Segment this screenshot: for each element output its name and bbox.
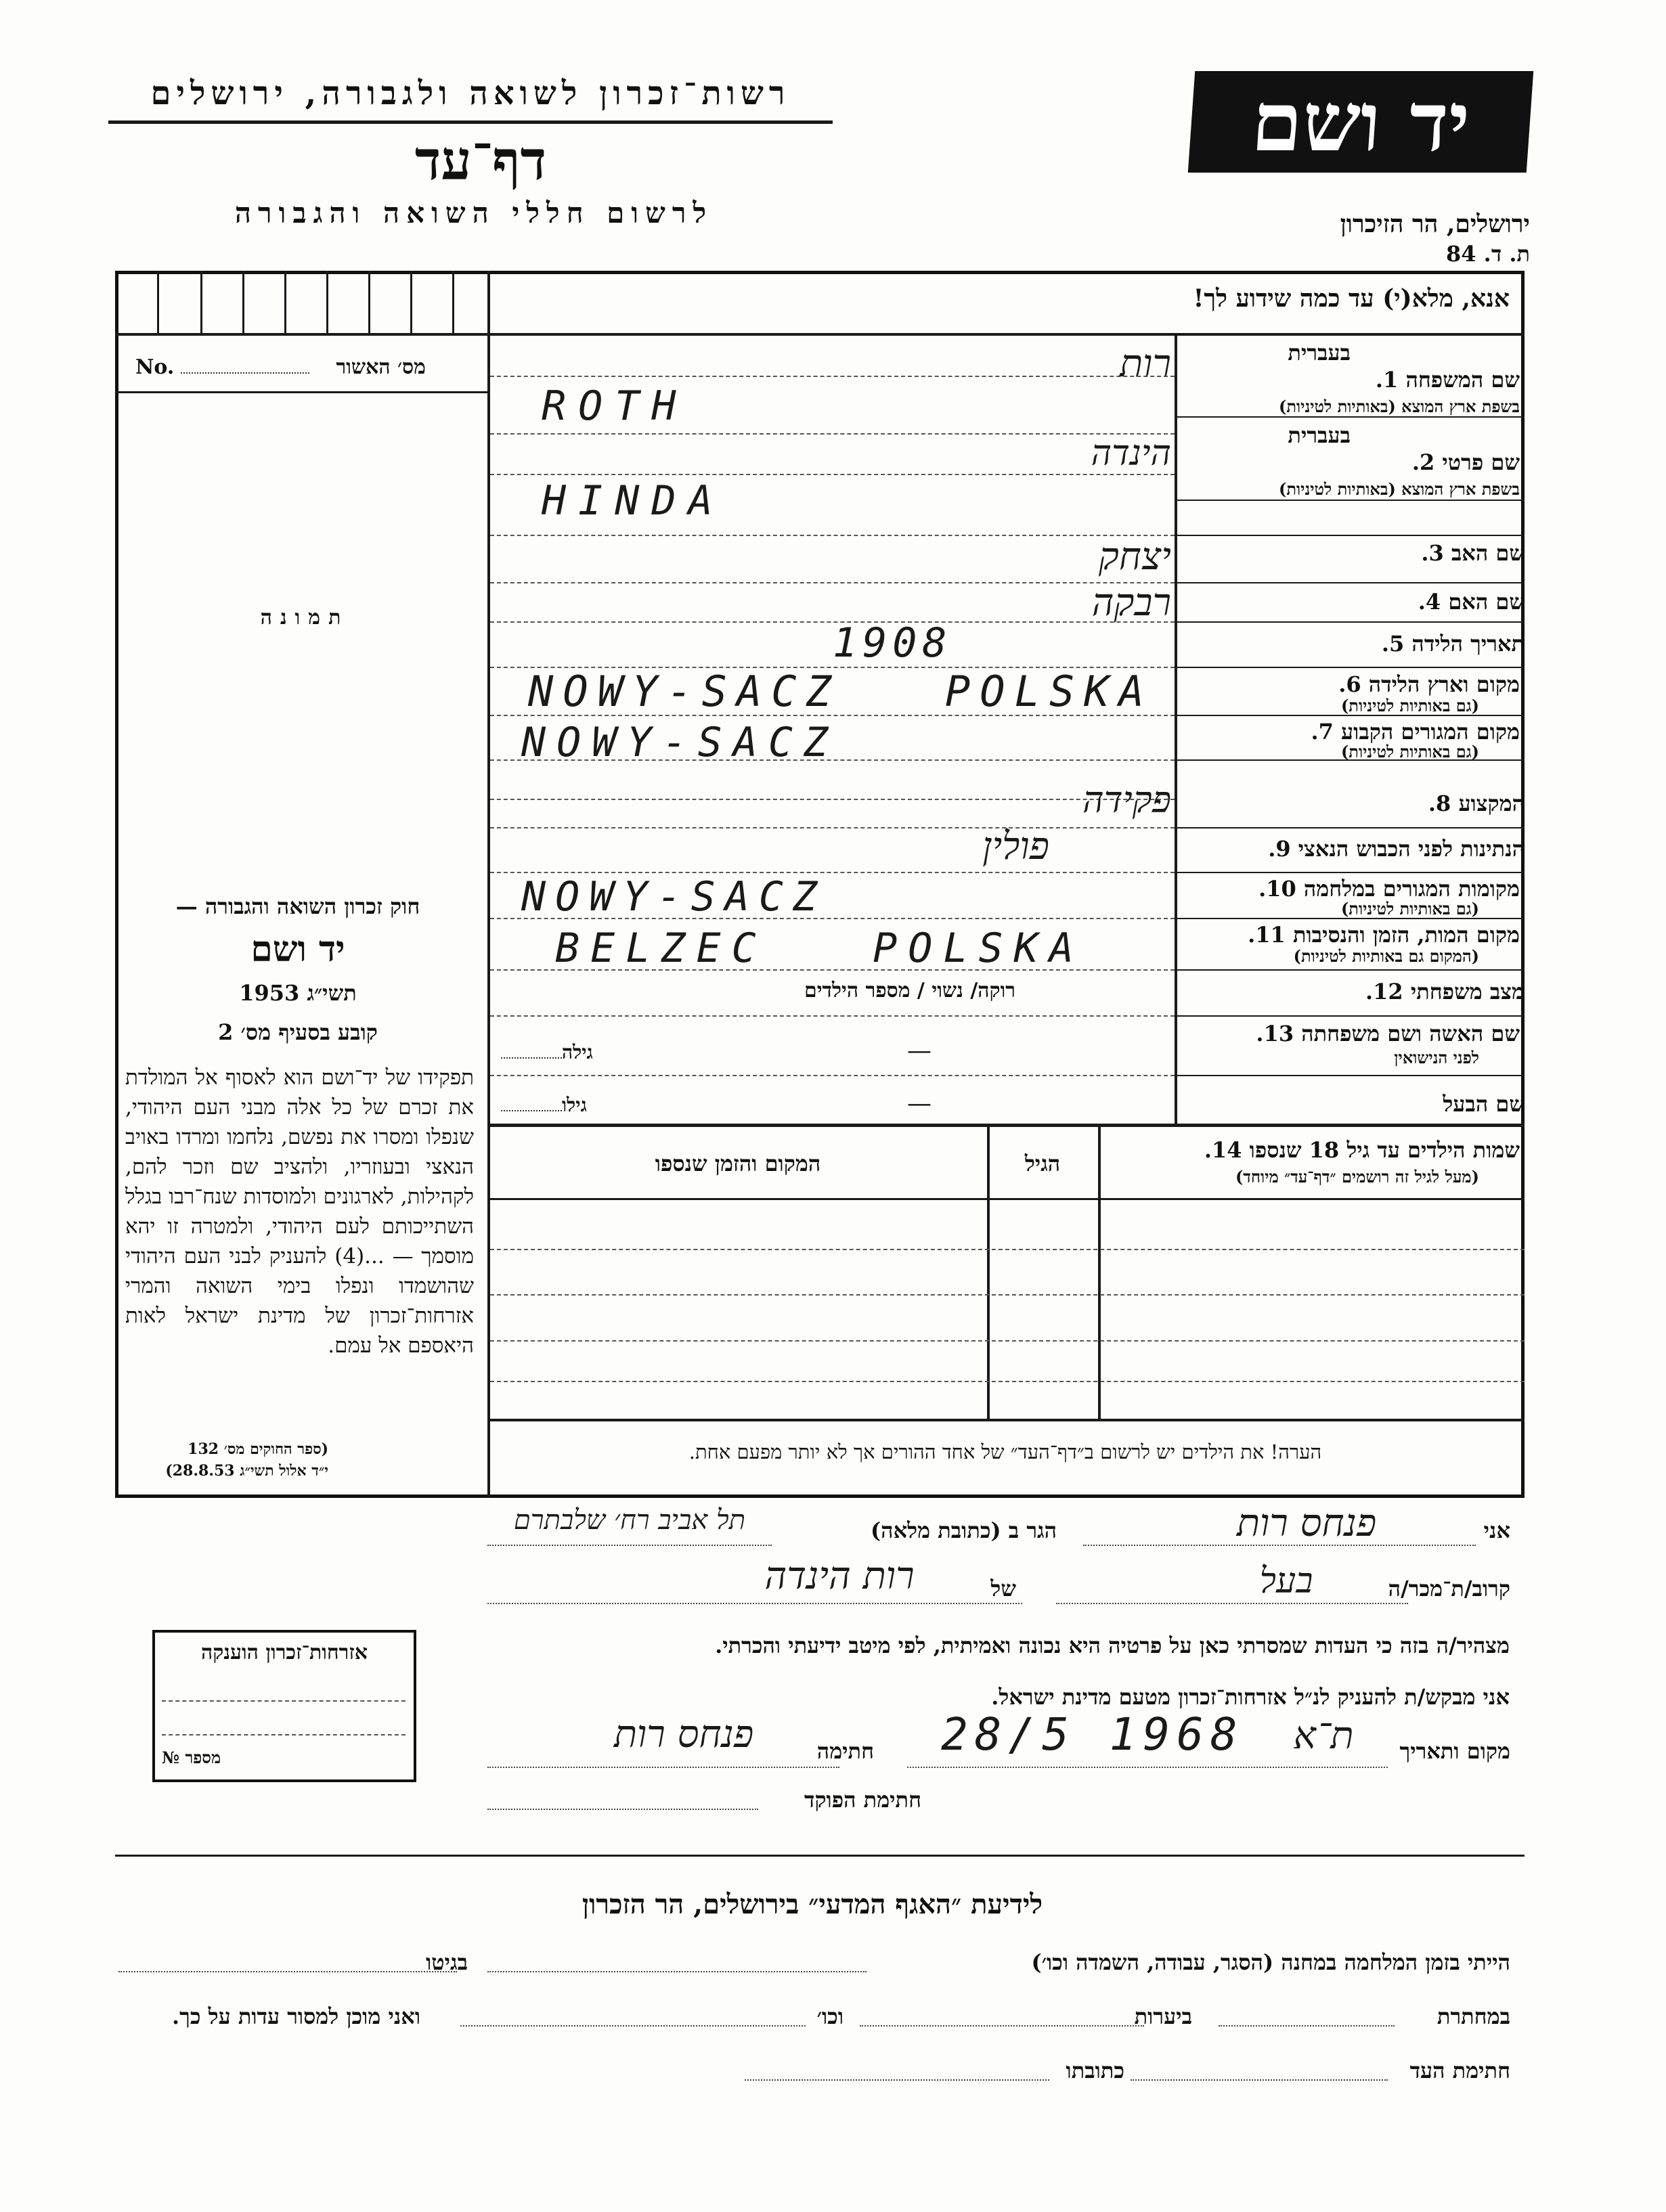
date-value[interactable]: 28/5 1968 — [941, 1708, 1244, 1761]
form-title: דף־עד — [414, 129, 547, 192]
field-7-value[interactable]: NOWY-SACZ — [521, 719, 839, 766]
field-6-number: 6. — [1338, 671, 1361, 697]
field-13-wife-name — [1181, 1021, 1520, 1075]
field-2-label: שם פרטי — [1442, 449, 1520, 475]
approval-no-label[interactable]: מס׳ האשור — [336, 355, 426, 379]
husband-name-label: שם הבעל — [1443, 1091, 1525, 1117]
field-7-note: (גם באותיות לטיניות) — [1340, 742, 1479, 761]
citizenship-box-number[interactable]: מספר № — [162, 1748, 221, 1767]
field-8-number: 8. — [1428, 791, 1451, 816]
yad-vashem-logo — [1188, 71, 1533, 173]
bottom-etc-label: וכו׳ — [816, 2004, 843, 2029]
field-12-label: מצב משפחתי — [1410, 979, 1525, 1004]
field-2-first-name — [1181, 421, 1520, 499]
law-clause: קובע בסעיף מס׳ 2 — [218, 1019, 378, 1045]
field-3-father-name — [1421, 540, 1525, 566]
law-title: חוק זכרון השואה והגבורה — — [175, 893, 420, 919]
field-3-value[interactable]: יצחק — [1098, 535, 1171, 579]
place-date-label: מקום ותאריך — [1399, 1738, 1510, 1764]
field-10-wartime-residence — [1181, 876, 1520, 918]
field-11-death-place — [1181, 922, 1520, 968]
relation-value[interactable]: בעל — [1259, 1561, 1313, 1601]
relation-label: קרוב/ת־מכר/ה — [1388, 1576, 1510, 1601]
field-10-number: 10. — [1258, 876, 1296, 902]
form-subtitle: לרשום חללי השואה והגבורה — [234, 196, 714, 229]
field-2-latin-note: בשפת ארץ המוצא (באותיות לטיניות) — [1279, 479, 1520, 499]
law-year: תשי״ג 1953 — [239, 980, 357, 1006]
approval-no — [135, 355, 474, 379]
field-13-number: 13. — [1256, 1021, 1294, 1046]
law-reference-2: י״ד אלול תשי״ג 28.8.53) — [165, 1462, 328, 1480]
field-3-label: שם האב — [1451, 540, 1525, 566]
field-4-label: שם האם — [1448, 589, 1525, 615]
officer-signature-label: חתימת הפוקד — [804, 1787, 921, 1813]
request-text: אני מבקש/ת להעניק לנ״ל אזרחות־זכרון מטעם מדינת ישראל. — [991, 1684, 1510, 1710]
law-name: יד ושם — [250, 929, 345, 970]
field-10-label: מקומות המגורים במלחמה — [1303, 876, 1520, 902]
husband-value[interactable]: — — [907, 1090, 931, 1118]
field-1-value-latin[interactable]: ROTH — [542, 382, 688, 430]
field-14-number: 14. — [1204, 1137, 1242, 1163]
field-6-value[interactable]: NOWY-SACZ POLSKA — [528, 667, 1154, 716]
signature-label: חתימה — [816, 1738, 874, 1764]
field-13-age-label: גילה — [562, 1041, 593, 1063]
field-7-number: 7. — [1311, 719, 1334, 745]
field-10-value[interactable]: NOWY-SACZ — [521, 873, 827, 921]
field-4-value[interactable]: רבקה — [1091, 581, 1171, 625]
field-9-label: הנתינות לפני הכבוש הנאצי — [1298, 836, 1525, 862]
field-11-note: (המקום גם באותיות לטיניות) — [1293, 946, 1479, 966]
declaration-text: מצהיר/ה בזה כי העדות שמסרתי כאן על פרטיה היא נכונה ואמיתית, לפי מיטב ידיעתי והכרתי. — [715, 1633, 1510, 1658]
citizenship-granted-box — [152, 1630, 416, 1782]
bottom-witness-signature-label: חתימת העד — [1409, 2058, 1510, 2083]
field-5-value[interactable]: 1908 — [833, 619, 952, 667]
field-5-birth-date — [1382, 631, 1525, 657]
field-9-number: 9. — [1268, 836, 1291, 862]
husband-age-label: גילו — [562, 1094, 587, 1116]
field-13-label: שם האשה ושם משפחתה — [1301, 1021, 1520, 1046]
field-1-family-name — [1181, 338, 1520, 416]
declarant-address[interactable]: תל אביב רח׳ שלבתרם — [513, 1505, 746, 1536]
signature-value[interactable]: פנחס רות — [613, 1712, 754, 1756]
photo-area-label: תמונה — [260, 606, 349, 629]
husband-age[interactable] — [501, 1094, 636, 1117]
field-1-latin-note: בשפת ארץ המוצא (באותיות לטיניות) — [1279, 397, 1520, 416]
field-14-children-header — [1103, 1137, 1520, 1195]
field-8-value[interactable]: פקידה — [1082, 778, 1171, 821]
field-13-note: לפני הנישואין — [1394, 1048, 1479, 1067]
po-box: ת. ד. 84 — [1446, 241, 1530, 267]
declarant-lives-label: הגר ב (כתובת מלאה) — [871, 1518, 1057, 1543]
field-13-age[interactable] — [501, 1041, 636, 1064]
field-6-label: מקום וארץ הלידה — [1368, 671, 1520, 697]
field-9-citizenship — [1268, 836, 1525, 862]
law-reference-1: (ספר החוקים מס׳ 132 — [188, 1440, 328, 1458]
bottom-ghetto-label: בגיטו — [426, 1949, 468, 1975]
declarant-i-label: אני — [1483, 1518, 1510, 1543]
field-7-permanent-residence — [1181, 719, 1520, 759]
bottom-title: לידיעת ״האגף המדעי״ בירושלים, הר הזכרון — [582, 1888, 1043, 1920]
field-2-value-hebrew[interactable]: הינדה — [1091, 433, 1171, 474]
field-8-label: המקצוע — [1458, 791, 1525, 816]
field-5-label: תאריך הלידה — [1411, 631, 1525, 657]
field-10-note: (גם באותיות לטיניות) — [1340, 899, 1479, 919]
field-14-col-place-time: המקום והזמן שנספו — [655, 1151, 821, 1176]
field-6-birth-place — [1181, 670, 1520, 714]
bottom-address-label: כתובתו — [1066, 2058, 1124, 2083]
law-text: תפקידו של יד־ושם הוא לאסוף אל המולדת את זכרם של כל אלה מבני העם היהודי, שנפלו ומסרו את נפשם, נלחמו ומרדו באויב הנאצי ובעוזריו, ולהציב שם וזכר להם, לקהילות, לארגונים ולמוסדות שנח־רבו בגלל השתייכותם לעם היהודי, ולמטרה זו יהא מוסמך — ...(4) להעניק לבני העם היהודי שהושמדו ונפלו בימי השואה והמרי אזרחות־זכרון של מדינת ישראל לאות היאספם אל עמם. — [125, 1065, 474, 1358]
field-2-hebrew-tag: בעברית — [1288, 422, 1351, 448]
address: ירושלים, הר הזיכרון — [1340, 210, 1530, 238]
field-1-value-hebrew[interactable]: רות — [1120, 342, 1171, 386]
citizenship-box-title: אזרחות־זכרון הוענקה — [200, 1641, 368, 1664]
field-14-label: שמות הילדים עד גיל 18 שנספו — [1249, 1137, 1520, 1163]
bottom-camp-label: הייתי בזמן המלחמה במחנה (הסגר, עבודה, השמדה וכו׳) — [1031, 1949, 1510, 1975]
authority-title: רשות־זכרון לשואה ולגבורה, ירושלים — [150, 74, 791, 112]
field-2-value-latin[interactable]: HINDA — [542, 477, 725, 525]
field-12-number: 12. — [1365, 979, 1403, 1004]
field-14-col-age: הגיל — [1024, 1151, 1061, 1176]
field-12-options[interactable]: רוקה/ נשוי / מספר הילדים — [804, 979, 1015, 1002]
field-8-profession — [1428, 791, 1525, 816]
field-9-value[interactable]: פולין — [982, 824, 1049, 868]
logo-text: יד ושם — [1248, 74, 1473, 170]
bottom-forests-label: ביערות — [1134, 2004, 1192, 2029]
field-1-label: שם המשפחה — [1405, 367, 1520, 393]
remark-note: הערה! את הילדים יש לרשום ב״דף־העד״ של אחד ההורים אך לא יותר מפעם אחת. — [688, 1440, 1322, 1463]
approval-no-prefix: No. — [135, 355, 175, 379]
field-3-number: 3. — [1421, 540, 1444, 566]
bottom-underground-label: במחתרת — [1437, 2004, 1510, 2029]
field-6-note: (גם באותיות לטיניות) — [1340, 696, 1479, 715]
of-label: של — [990, 1576, 1016, 1601]
field-1-hebrew-tag: בעברית — [1288, 340, 1351, 366]
place-value[interactable]: ת־א — [1293, 1714, 1354, 1758]
field-4-number: 4. — [1418, 589, 1441, 615]
intro-text: אנא, מלא(י) עד כמה שידוע לך! — [1193, 284, 1510, 313]
declarant-name[interactable]: פנחס רות — [1236, 1501, 1377, 1545]
field-11-label: מקום המות, הזמן והנסיבות — [1292, 922, 1520, 948]
field-1-number: 1. — [1375, 367, 1399, 393]
field-12-marital-status — [1365, 979, 1525, 1004]
field-4-mother-name — [1418, 589, 1525, 615]
field-11-value[interactable]: BELZEC POLSKA — [555, 925, 1084, 972]
of-name[interactable]: רות הינדה — [764, 1554, 915, 1598]
field-7-label: מקום המגורים הקבוע — [1341, 719, 1520, 745]
field-13-value[interactable]: — — [907, 1037, 931, 1065]
bottom-testify-label: ואני מוכן למסור עדות על כך. — [171, 2004, 420, 2029]
field-2-number: 2. — [1411, 449, 1435, 475]
field-11-number: 11. — [1248, 922, 1286, 948]
field-5-number: 5. — [1381, 631, 1405, 657]
field-14-note: (מעל לגיל זה רושמים ״דף־עד״ מיוחד) — [1235, 1167, 1479, 1187]
